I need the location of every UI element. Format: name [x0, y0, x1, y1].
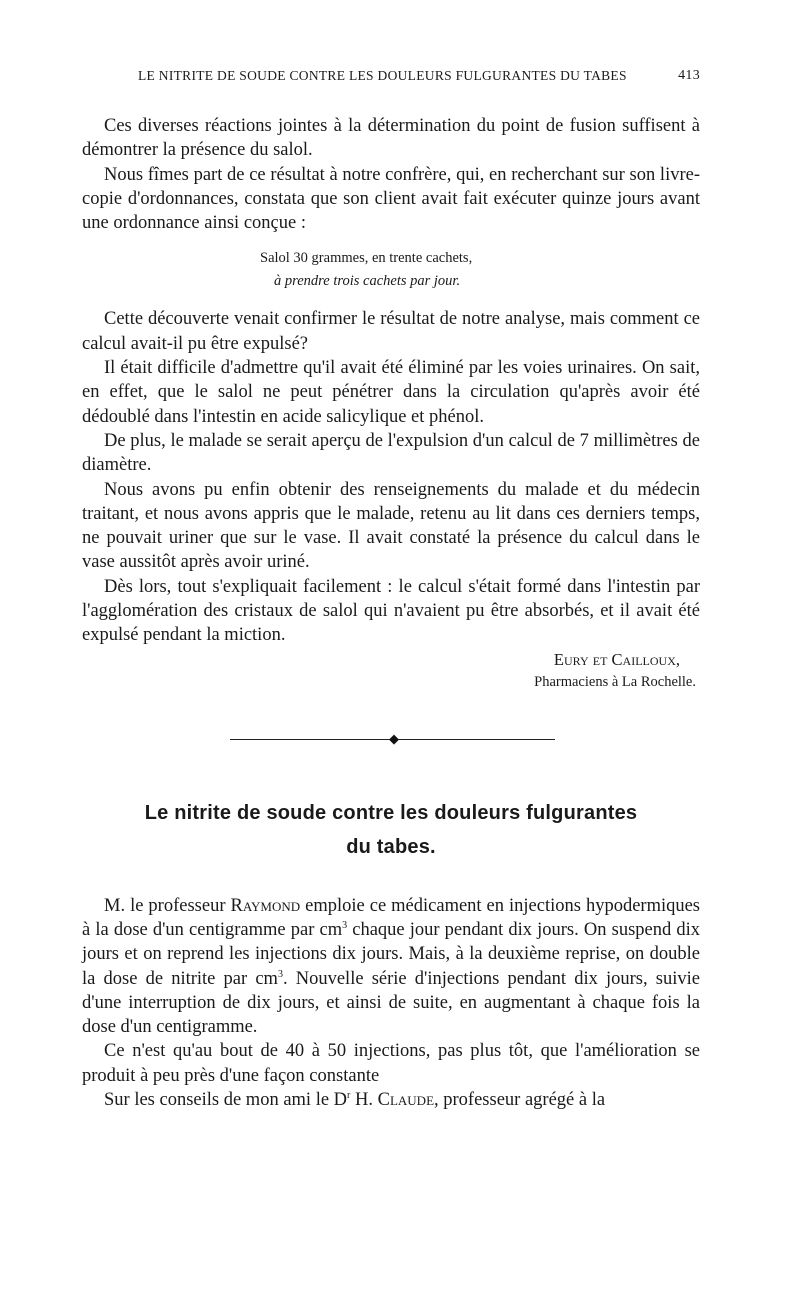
- article-title-line: Le nitrite de soude contre les douleurs fulgurantes: [144, 801, 638, 824]
- person-name: Claude: [377, 1090, 435, 1111]
- superscript: 3: [342, 919, 348, 931]
- text-run: , professeur agrégé à la: [434, 1090, 606, 1111]
- signature-authors: Eury et Cailloux,: [553, 649, 680, 669]
- text-run: . Nouvelle série d'injections pendant dix jours, suivie d'une interruption de dix jours, et ainsi de suite, en augmentant à chaque fois la dose d'un centigramme.: [82, 968, 700, 1038]
- text-run: M. le professeur: [104, 895, 231, 916]
- signature-role: Pharmaciens à La Rochelle.: [534, 673, 696, 690]
- paragraph: Ce n'est qu'au bout de 40 à 50 injections, pas plus tôt, que l'amélioration se produit à peu près d'une façon constante: [82, 1041, 700, 1086]
- text-run: Sur les conseils de mon ami le D: [104, 1090, 348, 1111]
- signature: [82, 648, 696, 694]
- article-title-line: du tabes.: [346, 835, 436, 858]
- article-nitrite-tabes: [82, 796, 700, 1113]
- article-title: [82, 796, 700, 864]
- text-run: emploie ce médicament en injections hypodermiques à la dose d'un centigramme par cm: [82, 895, 701, 940]
- paragraph: Nous fîmes part de ce résultat à notre confrère, qui, en recherchant sur son livre-copie d'ordonnances, constata que son client avait fait exécuter quinze jours avant une ordonnance ainsi conçue :: [82, 164, 700, 234]
- superscript: r: [347, 1089, 351, 1101]
- paragraph: Nous avons pu enfin obtenir des renseignements du malade et du médecin traitant, et nous avons appris que le malade, retenu au lit dans ces derniers temps, ne pouvait uriner que sur le vase. Il avait constaté la présence du calcul dans le vase aussitôt après avoir uriné.: [82, 479, 700, 573]
- prescription: [260, 247, 700, 293]
- person-name: Raymond: [230, 895, 301, 916]
- paragraph: Dès lors, tout s'expliquait facilement : le calcul s'était formé dans l'intestin par l'agglomération des cristaux de salol qui n'avaient pu être absorbés, et il avait été expulsé pendant la miction.: [82, 576, 700, 646]
- prescription-line: Salol 30 grammes, en trente cachets,: [260, 250, 473, 267]
- article-salol-calculus: [82, 114, 700, 694]
- page: [82, 68, 700, 1112]
- paragraph: Il était difficile d'admettre qu'il avait été éliminé par les voies urinaires. On sait, en effet, que le salol ne peut pénétrer dans la circulation qu'après avoir été dédoublé dans l'intestin en acide salicylique et phénol.: [82, 358, 700, 427]
- page-number: 413: [678, 68, 700, 83]
- paragraph: Ces diverses réactions jointes à la détermination du point de fusion suffisent à démontrer la présence du salol.: [82, 116, 700, 161]
- diamond-ornament-icon: ◆: [389, 730, 399, 746]
- running-title: LE NITRITE DE SOUDE CONTRE LES DOULEURS FULGURANTES DU TABES: [138, 68, 627, 83]
- text-run: H.: [350, 1090, 378, 1111]
- running-header: [138, 68, 700, 84]
- paragraph: [82, 894, 700, 1040]
- paragraph: Cette découverte venait confirmer le résultat de notre analyse, mais comment ce calcul avait-il pu être expulsé?: [82, 309, 700, 354]
- paragraph: [82, 1088, 700, 1112]
- text-run: chaque jour pendant dix jours. On suspend dix jours et on reprend les injections dix jours. Mais, à la deuxième reprise, on double la dose de nitrite par cm: [82, 919, 700, 989]
- superscript: 3: [277, 968, 283, 980]
- paragraph: De plus, le malade se serait aperçu de l'expulsion d'un calcul de 7 millimètres de diamètre.: [82, 430, 700, 476]
- prescription-line: à prendre trois cachets par jour.: [274, 273, 461, 290]
- section-separator: [230, 732, 555, 746]
